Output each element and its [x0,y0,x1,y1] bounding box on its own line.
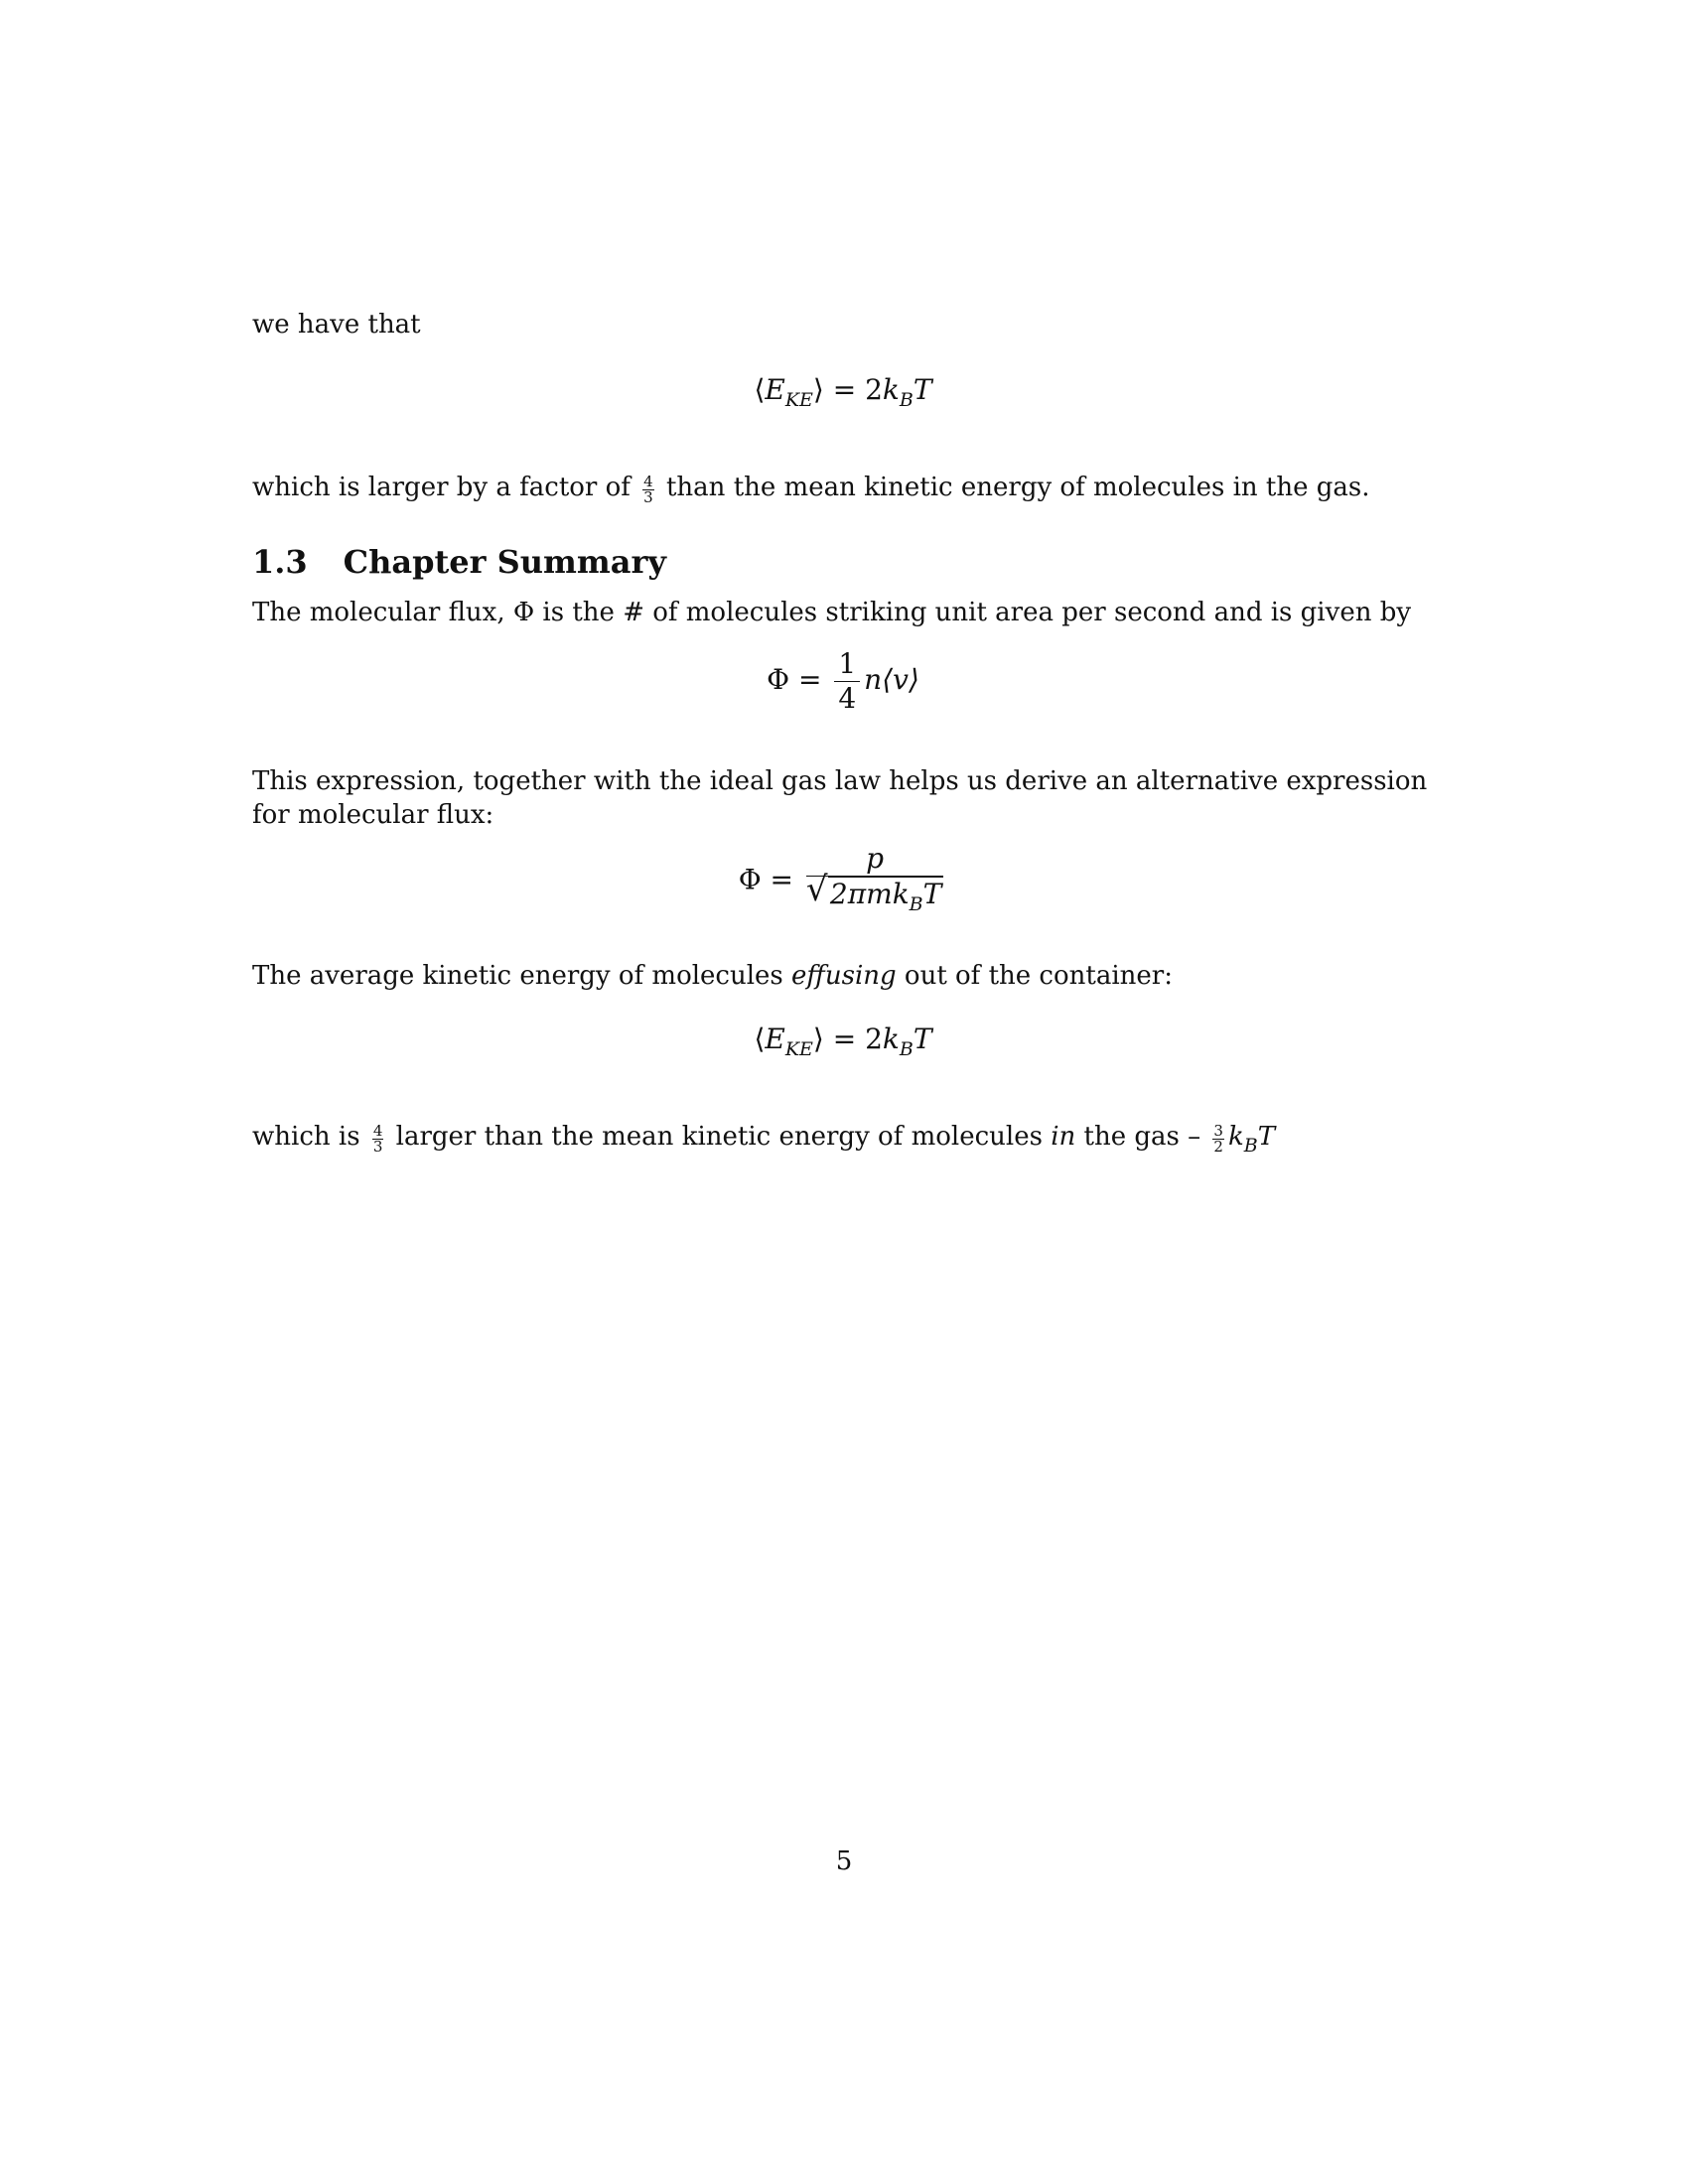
section-title: Chapter Summary [343,543,666,581]
paragraph-summary-comparison: which is $\frac{4}{3}$ larger than the mean kinetic energy of molecules in the gas – $\frac{3}{2}$ $k_BT$ [252,1122,1276,1157]
equation-flux-mean-speed: Φ = $\frac{1}{4}$ n⟨v⟩ [767,647,919,715]
fraction-four-thirds: $\frac{4}{3}$ [643,473,653,506]
equation-mean-ke-effusing: $⟨E_{KE}⟩ = 2k_BT$ [754,373,932,411]
fraction-three-halves: $\frac{3}{2}$ [1213,1122,1223,1156]
paragraph-factor-larger: which is larger by a factor of $\frac{4}{3}$ than the mean kinetic energy of molecules in the gas. [252,473,1370,506]
page-number: 5 [835,1846,853,1876]
section-heading [252,542,666,582]
section-number: 1.3 [252,543,308,581]
intro-text: we have that [252,310,421,340]
paragraph-molecular-flux: The molecular flux, Φ is the # of molecules striking unit area per second and is given by [252,598,1412,627]
paragraph-effusing: The average kinetic energy of molecules effusing out of the container: [252,961,1173,991]
fraction-one-quarter: $\frac{1}{4}$ [834,647,860,716]
equation-flux-pressure: Φ = p √ 2πmk$_B$T [252,842,1434,921]
fraction-pressure-over-root: p √ 2πmk$_B$T [806,842,943,921]
fraction-four-thirds-summary: $\frac{4}{3}$ [372,1122,383,1156]
paragraph-ideal-gas: This expression, together with the ideal gas law helps us derive an alternative expression for molecular flux: [252,766,1428,830]
equation-mean-ke-summary: $⟨E_{KE}⟩ = 2k_BT$ [754,1023,932,1060]
